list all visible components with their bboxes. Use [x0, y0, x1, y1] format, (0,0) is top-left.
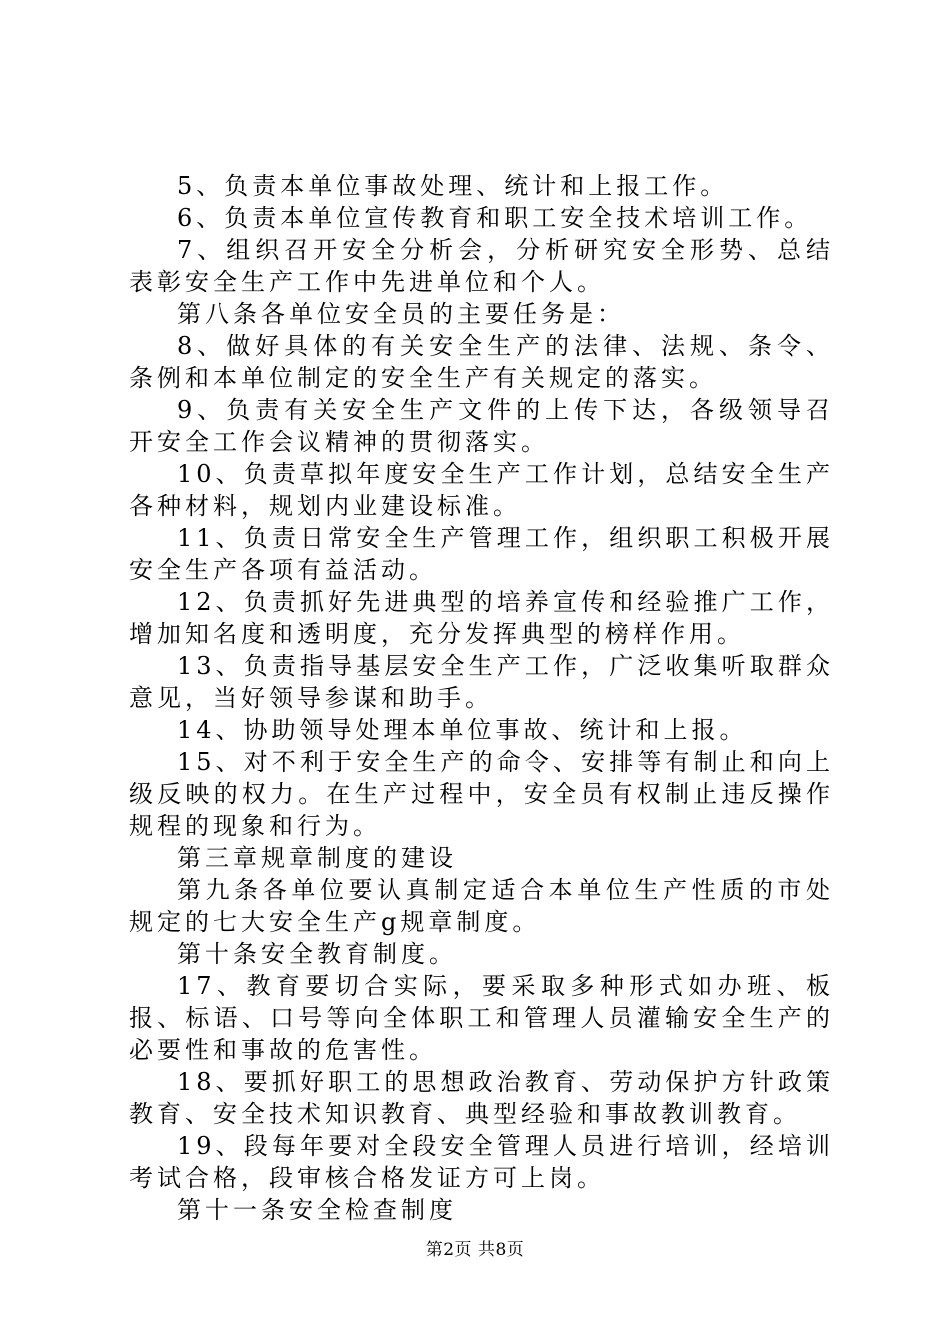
paragraph-item-18: 18、要抓好职工的思想政治教育、劳动保护方针政策教育、安全技术知识教育、典型经验和事故教训教育。: [129, 1068, 834, 1128]
paragraph-item-7: 7、组织召开安全分析会，分析研究安全形势、总结表彰安全生产工作中先进单位和个人。: [129, 236, 834, 296]
paragraph-article-8: 第八条各单位安全员的主要任务是：: [177, 300, 625, 328]
paragraph-item-5: 5、负责本单位事故处理、统计和上报工作。: [177, 172, 729, 200]
paragraph-item-13: 13、负责指导基层安全生产工作，广泛收集听取群众意见，当好领导参谋和助手。: [129, 652, 834, 712]
paragraph-item-12: 12、负责抓好先进典型的培养宣传和经验推广工作，增加知名度和透明度，充分发挥典型的榜样作用。: [129, 588, 834, 648]
paragraph-item-19: 19、段每年要对全段安全管理人员进行培训，经培训考试合格，段审核合格发证方可上岗。: [129, 1132, 834, 1192]
page-footer: [0, 1238, 950, 1262]
paragraph-item-14: 14、协助领导处理本单位事故、统计和上报。: [177, 716, 748, 744]
paragraph-item-15: 15、对不利于安全生产的命令、安排等有制止和向上级反映的权力。在生产过程中，安全员有权制止违反操作规程的现象和行为。: [129, 748, 834, 840]
page-number: 第2页: [425, 1240, 473, 1260]
paragraph-item-9: 9、负责有关安全生产文件的上传下达，各级领导召开安全工作会议精神的贯彻落实。: [129, 396, 834, 456]
paragraph-item-11: 11、负责日常安全生产管理工作，组织职工积极开展安全生产各项有益活动。: [129, 524, 834, 584]
paragraph-article-11: 第十一条安全检查制度: [177, 1196, 457, 1224]
chapter-3-heading: 第三章规章制度的建设: [177, 844, 457, 872]
paragraph-item-17: 17、教育要切合实际，要采取多种形式如办班、板报、标语、口号等向全体职工和管理人员灌输安全生产的必要性和事故的危害性。: [129, 972, 834, 1064]
document-body: [129, 170, 834, 1226]
paragraph-article-10: 第十条安全教育制度。: [177, 940, 457, 968]
paragraph-article-9: 第九条各单位要认真制定适合本单位生产性质的市处规定的七大安全生产g规章制度。: [129, 876, 834, 936]
paragraph-item-6: 6、负责本单位宣传教育和职工安全技术培训工作。: [177, 204, 813, 232]
paragraph-item-10: 10、负责草拟年度安全生产工作计划，总结安全生产各种材料，规划内业建设标准。: [129, 460, 834, 520]
paragraph-item-8: 8、做好具体的有关安全生产的法律、法规、条令、条例和本单位制定的安全生产有关规定的落实。: [129, 332, 834, 392]
total-pages: 共8页: [477, 1240, 525, 1260]
